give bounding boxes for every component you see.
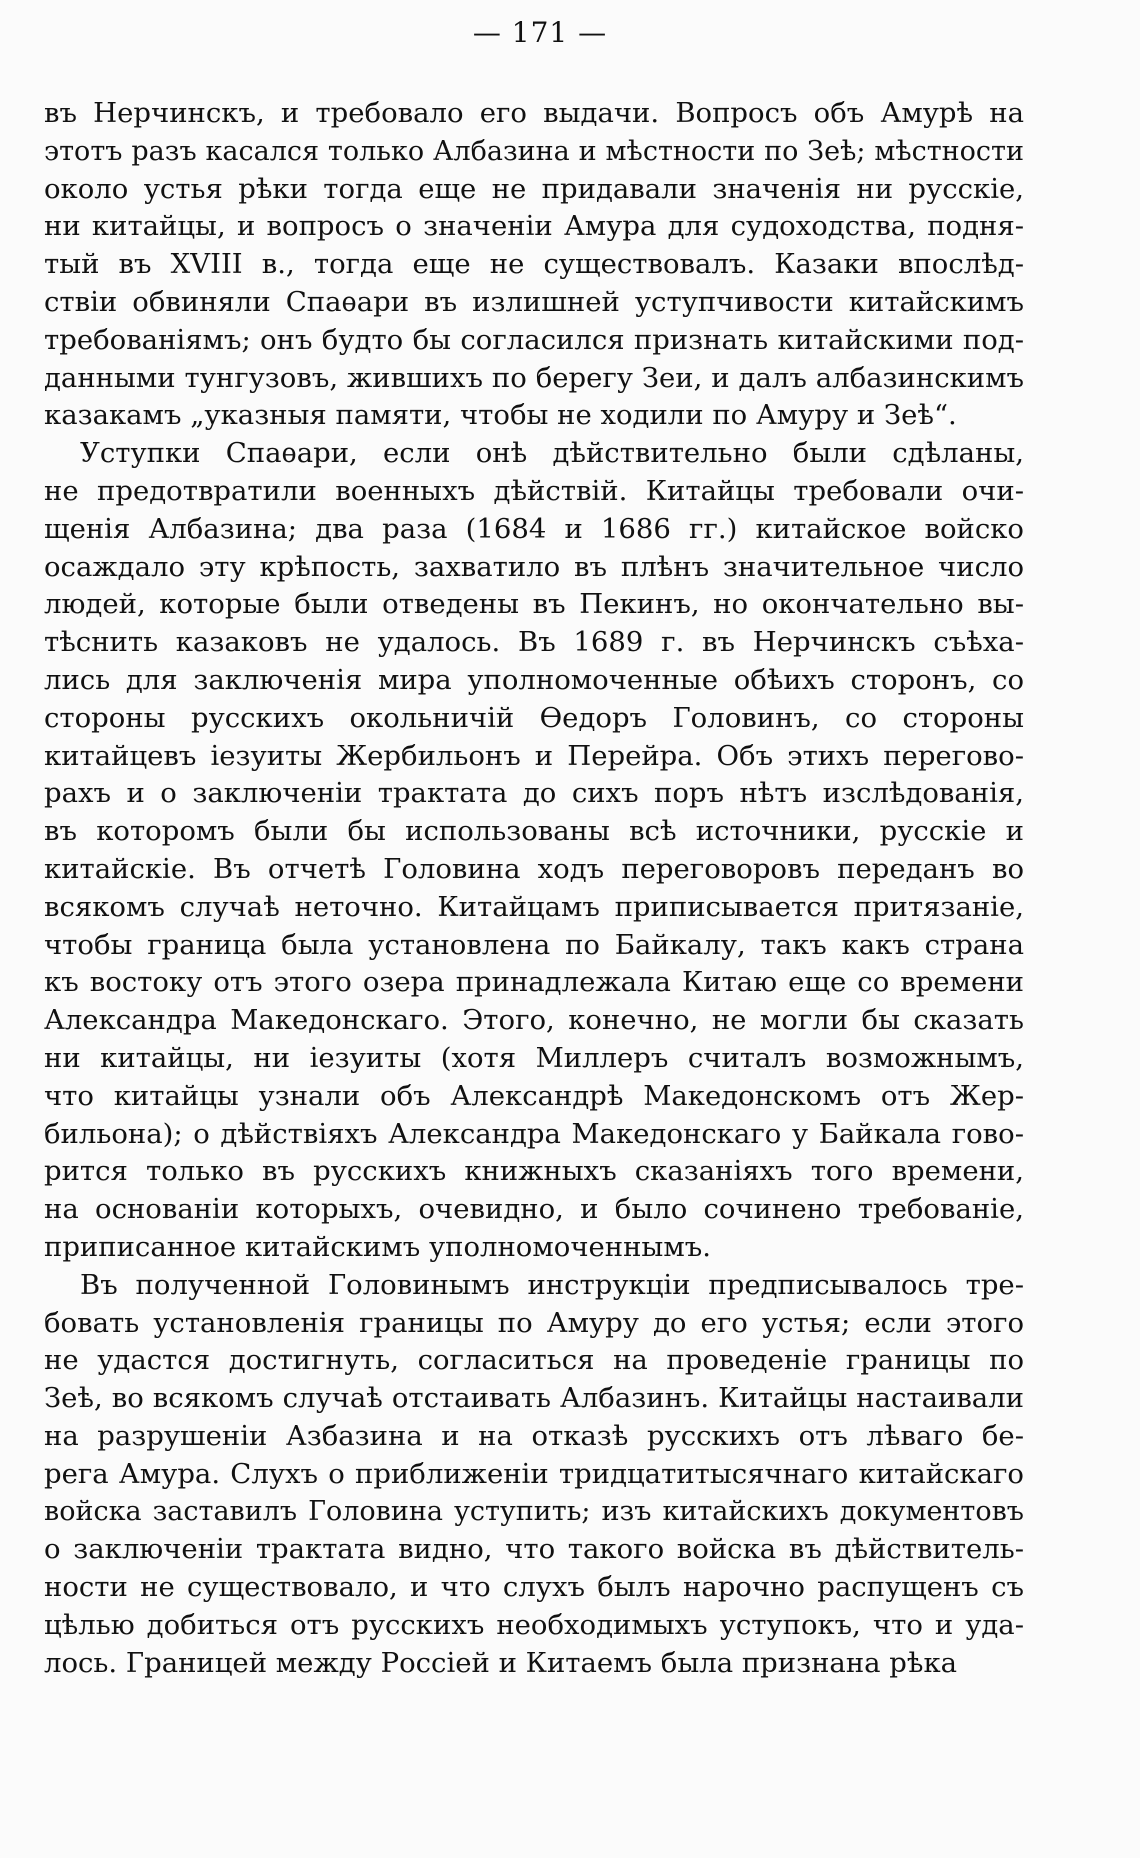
- page-number: — 171 —: [472, 16, 608, 49]
- text-line: тѣснить казаковъ не удалось. Въ 1689 г. въ Нерчинскъ съѣха-: [44, 626, 1024, 659]
- text-line: приписанное китайскимъ уполномоченнымъ.: [44, 1230, 711, 1263]
- paragraph: [44, 95, 1024, 435]
- text-line: Въ полученной Головинымъ инструкціи предписывалось тре-: [80, 1268, 1024, 1301]
- text-line: цѣлью добиться отъ русскихъ необходимыхъ уступокъ, что и уда-: [44, 1608, 1024, 1641]
- text-line: о заключеніи трактата видно, что такого войска въ дѣйствитель-: [44, 1533, 1024, 1566]
- text-line: китайцевъ іезуиты Жербильонъ и Перейра. Объ этихъ перегово-: [44, 739, 1024, 772]
- text-line: въ которомъ были бы использованы всѣ источники, русскіе и: [44, 815, 1024, 848]
- paragraph: [44, 1267, 1024, 1683]
- text-line: ни китайцы, ни іезуиты (хотя Миллеръ считалъ возможнымъ,: [44, 1041, 1024, 1074]
- text-line: требованіямъ; онъ будто бы согласился признать китайскими под-: [44, 323, 1024, 356]
- text-line: этотъ разъ касался только Албазина и мѣстности по Зеѣ; мѣстности: [44, 135, 1024, 167]
- text-line: не удастся достигнуть, согласиться на проведеніе границы по: [44, 1344, 1024, 1377]
- text-line: чтобы граница была установлена по Байкалу, такъ какъ страна: [44, 928, 1024, 961]
- text-line: на разрушеніи Азбазина и на отказѣ русскихъ отъ лѣваго бе-: [44, 1419, 1024, 1452]
- text-line: бильона); о дѣйствіяхъ Александра Македонскаго у Байкала гово-: [44, 1117, 1024, 1150]
- text-line: ни китайцы, и вопросъ о значеніи Амура для судоходства, подня-: [44, 210, 1024, 243]
- text-line: лось. Границей между Россіей и Китаемъ была признана рѣка: [44, 1646, 958, 1679]
- text-line: стороны русскихъ окольничій Ѳедоръ Головинъ, со стороны: [44, 701, 1024, 734]
- body-text: [44, 95, 1024, 1682]
- text-line: не предотвратили военныхъ дѣйствій. Китайцы требовали очи-: [44, 474, 1024, 507]
- text-line: войска заставилъ Головина уступить; изъ китайскихъ документовъ: [44, 1496, 1024, 1528]
- paragraph: [44, 435, 1024, 1267]
- text-line: лись для заключенія мира уполномоченные обѣихъ сторонъ, со: [44, 663, 1024, 696]
- text-line: на основаніи которыхъ, очевидно, и было сочинено требованіе,: [44, 1193, 1024, 1226]
- text-line: Уступки Спаѳари, если онѣ дѣйствительно были сдѣланы,: [80, 437, 1024, 470]
- text-line: всякомъ случаѣ неточно. Китайцамъ приписывается притязаніе,: [44, 890, 1024, 923]
- text-line: щенія Албазина; два раза (1684 и 1686 гг.) китайское войско: [44, 512, 1024, 545]
- text-line: тый въ XVIII в., тогда еще не существовалъ. Казаки впослѣд-: [44, 248, 1024, 281]
- text-line: около устья рѣки тогда еще не придавали значенія ни русскіе,: [44, 172, 1024, 205]
- text-line: осаждало эту крѣпость, захватило въ плѣнъ значительное число: [44, 550, 1024, 583]
- text-line: ствіи обвиняли Спаѳари въ излишней уступчивости китайскимъ: [44, 285, 1024, 318]
- text-line: рахъ и о заключеніи трактата до сихъ поръ нѣтъ изслѣдованія,: [44, 777, 1024, 810]
- text-line: что китайцы узнали объ Александрѣ Македонскомъ отъ Жер-: [44, 1079, 1024, 1112]
- text-line: бовать установленія границы по Амуру до его устья; если этого: [44, 1306, 1024, 1339]
- text-line: рится только въ русскихъ книжныхъ сказаніяхъ того времени,: [44, 1155, 1024, 1188]
- text-line: Зеѣ, во всякомъ случаѣ отстаивать Албазинъ. Китайцы настаивали: [44, 1382, 1024, 1415]
- text-line: данными тунгузовъ, жившихъ по берегу Зеи, и далъ албазинскимъ: [44, 361, 1024, 394]
- text-line: ности не существовало, и что слухъ былъ нарочно распущенъ съ: [44, 1571, 1024, 1604]
- text-line: къ востоку отъ этого озера принадлежала Китаю еще со времени: [44, 966, 1024, 999]
- text-line: Александра Македонскаго. Этого, конечно, не могли бы сказать: [44, 1004, 1024, 1037]
- text-line: рега Амура. Слухъ о приближеніи тридцатитысячнаго китайскаго: [44, 1457, 1024, 1490]
- text-line: казакамъ „указныя памяти, чтобы не ходили по Амуру и Зеѣ“.: [44, 399, 957, 432]
- text-line: въ Нерчинскъ, и требовало его выдачи. Вопросъ объ Амурѣ на: [44, 97, 1024, 129]
- text-line: китайскіе. Въ отчетѣ Головина ходъ переговоровъ переданъ во: [44, 852, 1024, 885]
- text-line: людей, которые были отведены въ Пекинъ, но окончательно вы-: [44, 588, 1024, 621]
